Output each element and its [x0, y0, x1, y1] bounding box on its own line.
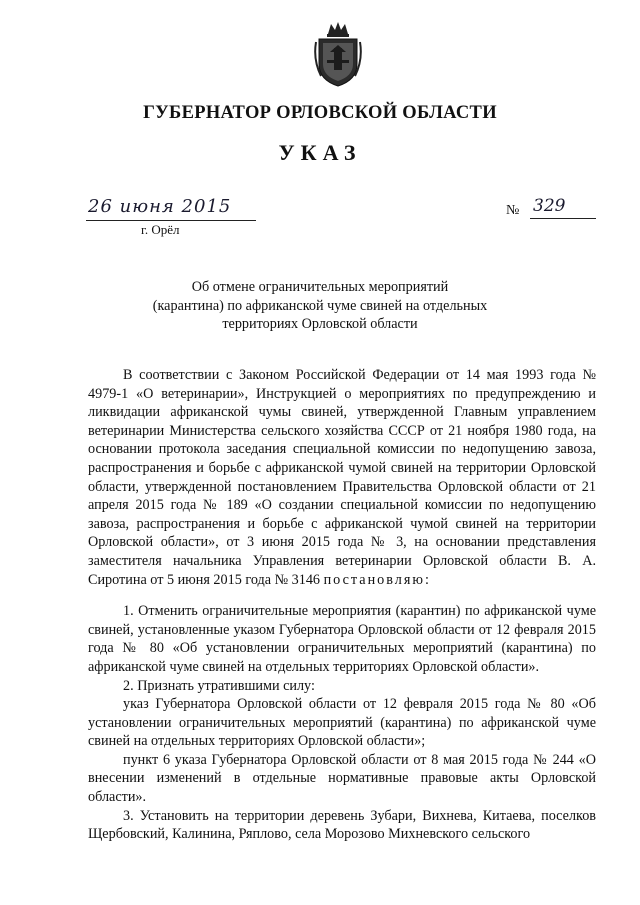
- orel-region-coat-of-arms-icon: [313, 20, 363, 88]
- subject-line: территориях Орловской области: [222, 316, 418, 332]
- decree-subject: [100, 278, 540, 334]
- document-type: УКАЗ: [278, 140, 362, 165]
- decree-word: постановляю:: [323, 571, 431, 588]
- item-paragraph: пункт 6 указа Губернатора Орловской области от 8 мая 2015 года № 244 «О внесении изменений в отдельные нормативные правовые акты Орловской области».: [88, 751, 596, 806]
- item-paragraph: 1. Отменить ограничительные мероприятия (карантин) по африканской чуме свиней, установленные указом Губернатора Орловской области от 12 февраля 2015 года № 80 «Об установлении ограничительных мероприятий (карантина) по африканской чуме свиней на отдельных территориях Орловской области».: [88, 603, 596, 675]
- city: г. Орёл: [141, 222, 180, 237]
- preamble-paragraph: [88, 366, 596, 589]
- decree-body: [88, 366, 596, 844]
- number-label: №: [506, 203, 520, 218]
- subject-line: Об отмене ограничительных мероприятий: [191, 279, 449, 295]
- number-handwritten: 329: [533, 196, 566, 216]
- subject-line: (карантина) по африканской чуме свиней на отдельных: [152, 297, 488, 314]
- item-paragraph: 3. Установить на территории деревень Зубари, Вихнева, Китаева, поселков Щербовский, Калинина, Ряплово, села Морозово Михневского сельского: [88, 807, 596, 843]
- item-paragraph: 2. Признать утратившими силу:: [123, 677, 315, 694]
- date-handwritten: 26 июня 2015: [88, 196, 232, 217]
- preamble-text: В соответствии с Законом Российской Федерации от 14 мая 1993 года № 4979-1 «О ветеринарии», Инструкцией о мероприятиях по предупреждению и ликвидации африканской чумы свиней, утвержденной Главным управлением ветеринарии Министерства сельского хозяйства СССР от 21 ноября 1980 года, на основании протокола заседания специальной комиссии по недопущению завоза, распространения и борьбе с африканской чумой свиней на территории Орловской области, утвержденной постановлением Правительства Орловской области от 21 апреля 2015 года № 189 «О создании специальной комиссии по недопущению завоза, распространения и борьбе с африканской чумой свиней на территории Орловской области», от 3 июня 2015 года № 3, на основании представления заместителя начальника Управления ветеринарии Орловской области В. А. Сиротина от 5 июня 2015 года № 3146: [88, 367, 596, 588]
- item-paragraph: указ Губернатора Орловской области от 12 февраля 2015 года № 80 «Об установлении ограничительных мероприятий (карантина) по африканской чуме свиней на отдельных территориях Орловской области»;: [88, 696, 596, 750]
- issuer-title: ГУБЕРНАТОР ОРЛОВСКОЙ ОБЛАСТИ: [143, 103, 497, 123]
